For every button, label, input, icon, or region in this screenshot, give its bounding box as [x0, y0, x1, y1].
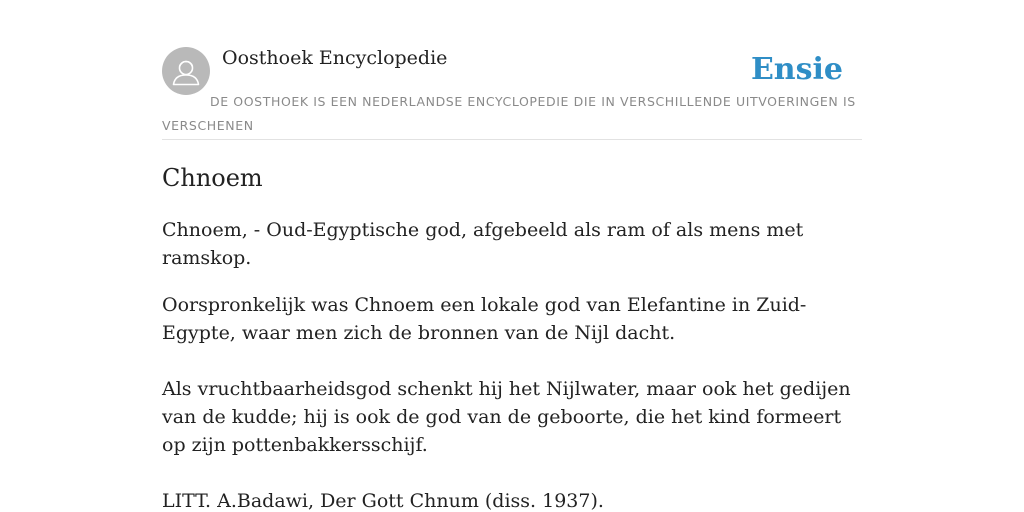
- user-icon: [162, 47, 210, 95]
- brand-logo[interactable]: Ensie: [750, 52, 843, 87]
- source-avatar[interactable]: [162, 47, 210, 95]
- source-description: DE OOSTHOEK IS EEN NEDERLANDSE ENCYCLOPEDIE DIE IN VERSCHILLENDE UITVOERINGEN IS VERSCHENEN: [162, 94, 856, 133]
- article-paragraph: Als vruchtbaarheidsgod schenkt hij het Nijlwater, maar ook het gedijen van de kudde; hij is ook de god van de geboorte, die het kind formeert op zijn pottenbakkersschijf.: [162, 378, 851, 456]
- article-paragraph: Oorspronkelijk was Chnoem een lokale god van Elefantine in Zuid-Egypte, waar men zich de bronnen van de Nijl dacht.: [162, 294, 807, 344]
- article: [162, 160, 862, 512]
- header-divider: [162, 139, 862, 140]
- source-name[interactable]: Oosthoek Encyclopedie: [222, 47, 448, 69]
- article-lead: Chnoem, - Oud-Egyptische god, afgebeeld als ram of als mens met ramskop.: [162, 219, 804, 269]
- article-title: Chnoem: [162, 164, 263, 192]
- article-literature: LITT. A.Badawi, Der Gott Chnum (diss. 1937).: [162, 490, 604, 512]
